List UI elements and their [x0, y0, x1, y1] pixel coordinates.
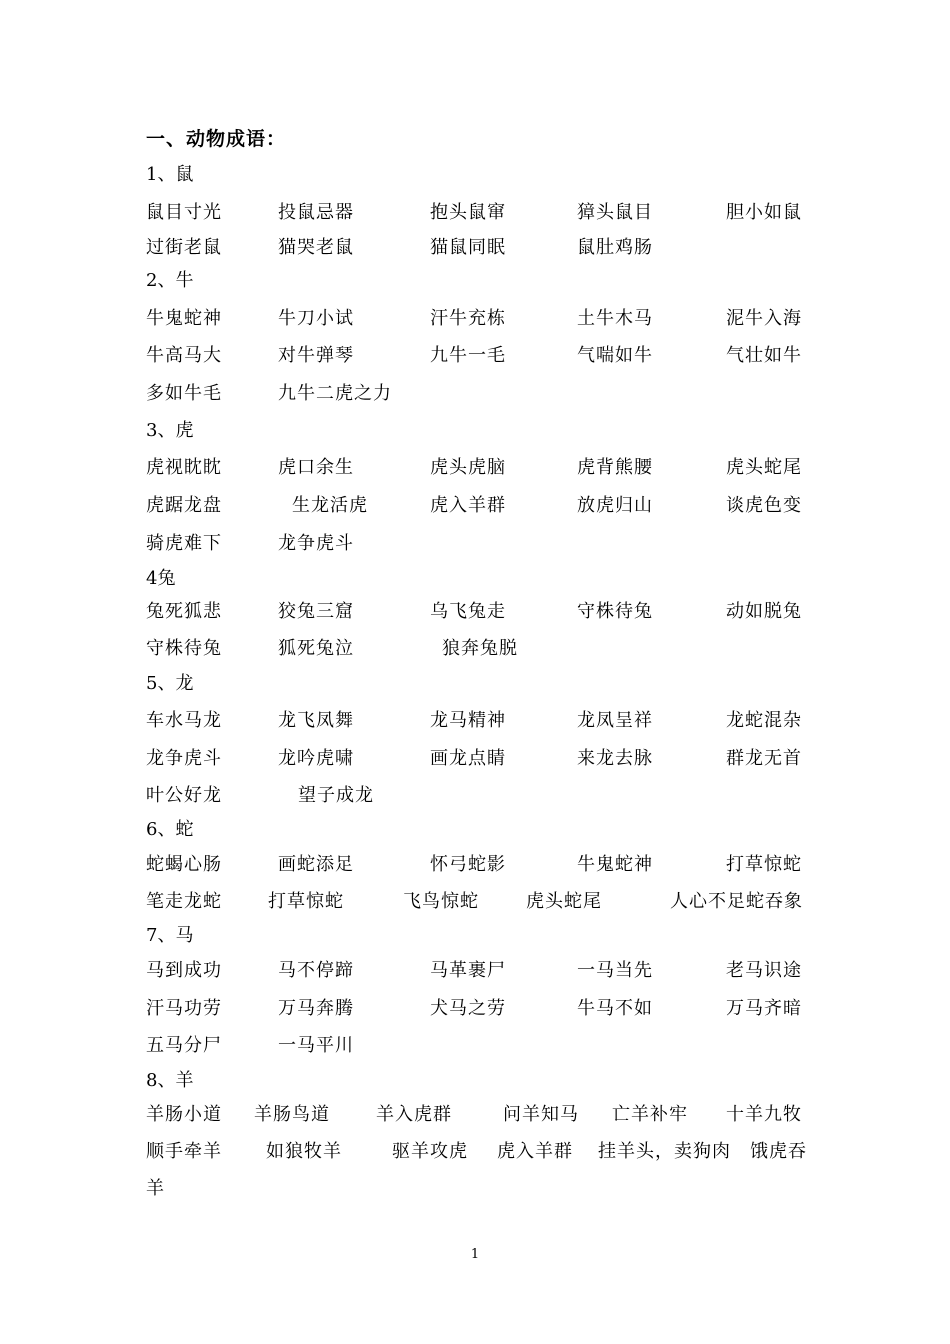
idiom-item: 龙马精神: [430, 710, 506, 731]
idiom-row: [146, 706, 810, 736]
section-label: 8、羊: [146, 1070, 194, 1091]
idiom-item: 如狼牧羊: [266, 1141, 342, 1162]
idiom-item: 打草惊蛇: [726, 854, 802, 875]
idiom-item: 虎头蛇尾: [526, 891, 602, 912]
idiom-item: 投鼠忌器: [278, 202, 354, 223]
section-label: 2、牛: [146, 270, 194, 291]
section-label: 1、鼠: [146, 164, 194, 185]
idiom-item: 汗牛充栋: [430, 308, 506, 329]
idiom-item: 虎入羊群: [430, 495, 506, 516]
idiom-item: 牛马不如: [577, 998, 653, 1019]
idiom-item: 龙蛇混杂: [726, 710, 802, 731]
idiom-row: [146, 379, 810, 409]
idiom-row: [146, 1137, 810, 1167]
idiom-item: 气壮如牛: [726, 345, 802, 366]
idiom-item: 驱羊攻虎: [392, 1141, 468, 1162]
idiom-item: 牛刀小试: [278, 308, 354, 329]
idiom-row: [146, 744, 810, 774]
idiom-item: 蛇蝎心肠: [146, 854, 222, 875]
idiom-item: 虎头蛇尾: [726, 457, 802, 478]
idiom-item: 飞鸟惊蛇: [403, 891, 479, 912]
idiom-item: 牛高马大: [146, 345, 222, 366]
idiom-item: 泥牛入海: [726, 308, 802, 329]
idiom-item: 亡羊补牢: [612, 1104, 688, 1125]
idiom-row: [146, 233, 810, 263]
idiom-row: [146, 634, 810, 664]
idiom-row: [146, 453, 810, 483]
idiom-item: 狐死兔泣: [278, 638, 354, 659]
idiom-item: 来龙去脉: [577, 748, 653, 769]
idiom-item: 笔走龙蛇: [146, 891, 222, 912]
idiom-item: 饿虎吞: [750, 1141, 807, 1162]
section-heading: 一、动物成语：: [146, 128, 287, 150]
idiom-item: 马到成功: [146, 960, 222, 981]
idiom-item: 胆小如鼠: [726, 202, 802, 223]
idiom-item: 一马当先: [577, 960, 653, 981]
idiom-item: 万马奔腾: [278, 998, 354, 1019]
idiom-item: 老马识途: [726, 960, 802, 981]
idiom-item: 人心不足蛇吞象: [670, 891, 803, 912]
idiom-item: 土牛木马: [577, 308, 653, 329]
idiom-item: 万马齐暗: [726, 998, 802, 1019]
idiom-item: 怀弓蛇影: [430, 854, 506, 875]
idiom-item: 守株待兔: [577, 601, 653, 622]
idiom-item: 狡兔三窟: [278, 601, 354, 622]
idiom-item: 龙凤呈祥: [577, 710, 653, 731]
idiom-item: 马不停蹄: [278, 960, 354, 981]
idiom-item: 画蛇添足: [278, 854, 354, 875]
idiom-item: 守株待兔: [146, 638, 222, 659]
idiom-item: 龙争虎斗: [278, 533, 354, 554]
idiom-item: 顺手牵羊: [146, 1141, 222, 1162]
idiom-item: 虎背熊腰: [577, 457, 653, 478]
idiom-item: 羊: [146, 1178, 165, 1199]
idiom-item: 羊入虎群: [376, 1104, 452, 1125]
idiom-item: 兔死狐悲: [146, 601, 222, 622]
idiom-item: 气喘如牛: [577, 345, 653, 366]
idiom-row: [146, 956, 810, 986]
idiom-item: 画龙点睛: [430, 748, 506, 769]
idiom-item: 过街老鼠: [146, 237, 222, 258]
idiom-item: 龙飞凤舞: [278, 710, 354, 731]
idiom-item: 多如牛毛: [146, 383, 222, 404]
idiom-item: 鼠肚鸡肠: [577, 237, 653, 258]
idiom-item: 车水马龙: [146, 710, 222, 731]
idiom-item: 牛鬼蛇神: [146, 308, 222, 329]
section-label: 6、蛇: [146, 819, 194, 840]
section-label: 4兔: [146, 568, 176, 589]
idiom-item: 抱头鼠窜: [430, 202, 506, 223]
idiom-item: 羊肠小道: [146, 1104, 222, 1125]
idiom-item: 十羊九牧: [726, 1104, 802, 1125]
idiom-item: 群龙无首: [726, 748, 802, 769]
idiom-item: 羊肠鸟道: [254, 1104, 330, 1125]
idiom-row: [146, 850, 810, 880]
idiom-item: 望子成龙: [298, 785, 374, 806]
idiom-item: 猫鼠同眠: [430, 237, 506, 258]
idiom-item: 猫哭老鼠: [278, 237, 354, 258]
idiom-item: 五马分尸: [146, 1035, 222, 1056]
idiom-row: [146, 1174, 810, 1204]
idiom-item: 乌飞兔走: [430, 601, 506, 622]
idiom-item: 谈虎色变: [726, 495, 802, 516]
idiom-row: [146, 1100, 810, 1130]
idiom-item: 牛鬼蛇神: [577, 854, 653, 875]
page-number: 1: [470, 1247, 480, 1262]
section-label: 7、马: [146, 925, 194, 946]
idiom-item: 虎口余生: [278, 457, 354, 478]
idiom-item: 生龙活虎: [292, 495, 368, 516]
idiom-item: 对牛弹琴: [278, 345, 354, 366]
idiom-row: [146, 781, 810, 811]
idiom-item: 打草惊蛇: [268, 891, 344, 912]
idiom-item: 鼠目寸光: [146, 202, 222, 223]
section-label: 3、虎: [146, 420, 194, 441]
idiom-item: 汗马功劳: [146, 998, 222, 1019]
idiom-row: [146, 597, 810, 627]
idiom-row: [146, 529, 810, 559]
idiom-item: 虎视眈眈: [146, 457, 222, 478]
idiom-item: 动如脱兔: [726, 601, 802, 622]
idiom-item: 问羊知马: [503, 1104, 579, 1125]
idiom-item: 虎踞龙盘: [146, 495, 222, 516]
idiom-item: 骑虎难下: [146, 533, 222, 554]
idiom-item: 挂羊头，卖狗肉: [598, 1141, 731, 1162]
idiom-row: [146, 341, 810, 371]
idiom-row: [146, 994, 810, 1024]
idiom-item: 一马平川: [278, 1035, 354, 1056]
idiom-item: 放虎归山: [577, 495, 653, 516]
idiom-item: 獐头鼠目: [577, 202, 653, 223]
idiom-row: [146, 198, 810, 228]
idiom-item: 马革裹尸: [430, 960, 506, 981]
idiom-item: 九牛二虎之力: [278, 383, 392, 404]
idiom-item: 龙吟虎啸: [278, 748, 354, 769]
idiom-item: 虎入羊群: [497, 1141, 573, 1162]
idiom-item: 犬马之劳: [430, 998, 506, 1019]
idiom-item: 龙争虎斗: [146, 748, 222, 769]
idiom-row: [146, 1031, 810, 1061]
idiom-item: 叶公好龙: [146, 785, 222, 806]
section-label: 5、龙: [146, 673, 194, 694]
idiom-item: 虎头虎脑: [430, 457, 506, 478]
idiom-row: [146, 491, 810, 521]
idiom-row: [146, 887, 810, 917]
idiom-item: 狼奔兔脱: [442, 638, 518, 659]
idiom-row: [146, 304, 810, 334]
idiom-item: 九牛一毛: [430, 345, 506, 366]
